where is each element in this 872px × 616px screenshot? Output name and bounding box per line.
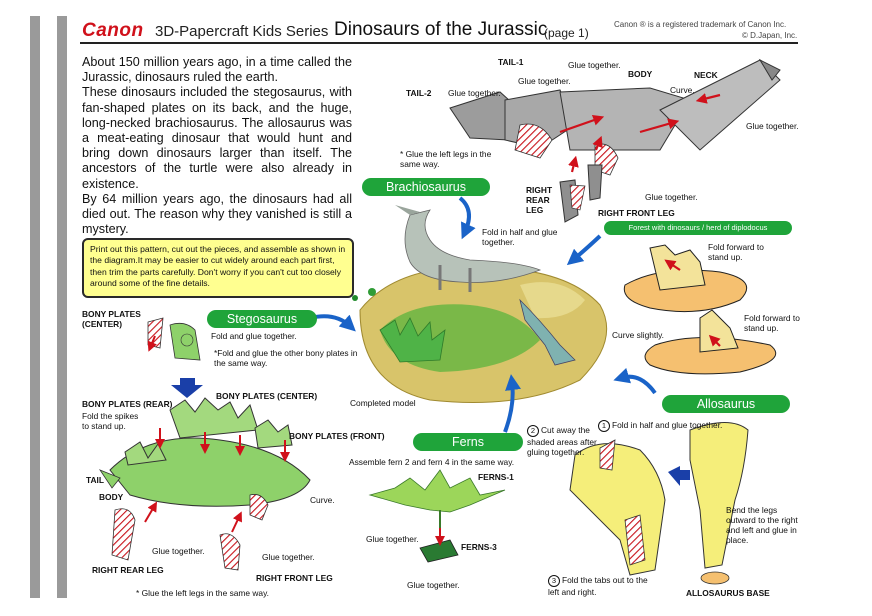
brachio-glue-tail2: Glue together. [448, 88, 501, 98]
stego-front-leg-label: RIGHT FRONT LEG [256, 573, 333, 583]
stego-fold-glue-other: *Fold and glue the other bony plates in the same way. [214, 348, 358, 368]
allo-step-1 [598, 420, 722, 432]
series-title: 3D-Papercraft Kids Series [155, 23, 329, 40]
stego-plates-front-label: BONY PLATES (FRONT) [289, 431, 385, 441]
stego-plates-rear-label: BONY PLATES (REAR) [82, 399, 173, 409]
brachio-rear-leg-label: RIGHT REAR LEG [526, 185, 553, 215]
stego-glue-2: Glue together. [262, 552, 315, 562]
canon-logo: Canon [82, 20, 144, 41]
intro-paragraph: These dinosaurs included the stegosaurus, with fan-shaped plates on its back, and the huge, long-necked brachiosaurus. The allosaurus was a meat-eating dinosaur that would hunt and bring down dinosaurs larger than itself. The ancestors of the turtle were also already in existence. [82, 85, 352, 191]
stego-rear-leg-label: RIGHT REAR LEG [92, 565, 164, 575]
section-label-ferns: Ferns [413, 433, 523, 451]
copyright-note: © D.Japan, Inc. [742, 31, 798, 40]
page-number: (page 1) [544, 26, 589, 40]
forest-curve: Curve slightly. [612, 330, 664, 340]
allo-step-3-text: Fold the tabs out to the left and right. [548, 575, 648, 597]
allo-base-label: ALLOSAURUS BASE [686, 588, 770, 598]
stego-fold-spikes: Fold the spikes to stand up. [82, 411, 139, 431]
ferns-glue-1: Glue together. [366, 534, 419, 544]
brachio-glue-body: Glue together. [568, 60, 621, 70]
allo-bend-legs: Bend the legs outward to the right and left and glue in place. [726, 505, 798, 545]
allo-step-2-text: Cut away the shaded areas after gluing together. [527, 425, 597, 457]
ferns-3-label: FERNS-3 [461, 542, 497, 552]
stego-plates-center-label-2: BONY PLATES (CENTER) [216, 391, 318, 401]
brachio-glue-legs: Glue together. [645, 192, 698, 202]
brachiosaurus-parts [450, 60, 780, 222]
brachio-left-legs-note: * Glue the left legs in the same way. [400, 149, 492, 169]
brachio-neck-label: NECK [694, 70, 718, 80]
brachio-tail1-label: TAIL-1 [498, 57, 524, 67]
page-title: Dinosaurs of the Jurassic [334, 19, 548, 40]
step-number: 2 [527, 425, 539, 437]
step-number: 3 [548, 575, 560, 587]
stego-plates-center-label-1: BONY PLATES (CENTER) [82, 309, 141, 329]
intro-paragraph: About 150 million years ago, in a time called the Jurassic, dinosaurs ruled the earth. [82, 55, 352, 85]
ferns-glue-2: Glue together. [407, 580, 460, 590]
stego-left-legs-note: * Glue the left legs in the same way. [136, 588, 269, 598]
allo-step-2 [527, 425, 599, 457]
stego-plates-step [148, 318, 203, 398]
brachio-glue-tail1: Glue together. [518, 76, 571, 86]
brachio-body-label: BODY [628, 69, 653, 79]
allo-step-3 [548, 575, 648, 597]
allo-step-1-text: Fold in half and glue together. [612, 420, 723, 430]
stego-body-label: BODY [99, 492, 124, 502]
brachio-tail2-label: TAIL-2 [406, 88, 432, 98]
stego-fold-glue: Fold and glue together. [211, 331, 297, 341]
forest-fold-2: Fold forward to stand up. [744, 313, 800, 333]
completed-model-caption: Completed model [350, 398, 416, 408]
stego-curve: Curve. [310, 495, 335, 505]
brachio-fold-half: Fold in half and glue together. [482, 227, 558, 247]
forest-fold-1: Fold forward to stand up. [708, 242, 764, 262]
brachio-curve: Curve. [670, 85, 695, 95]
stego-glue-1: Glue together. [152, 546, 205, 556]
trademark-note: Canon ® is a registered trademark of Canon Inc. [614, 20, 787, 29]
stego-tail-label: TAIL [86, 475, 104, 485]
section-label-brachiosaurus: Brachiosaurus [362, 178, 490, 196]
section-label-forest: Forest with dinosaurs / herd of diplodocus [604, 221, 792, 235]
ferns-assemble-note: Assemble fern 2 and fern 4 in the same way. [349, 457, 515, 467]
section-label-allosaurus: Allosaurus [662, 395, 790, 413]
forest-pieces [624, 245, 775, 374]
brachio-glue-neck: Glue together. [746, 121, 799, 131]
section-label-stegosaurus: Stegosaurus [207, 310, 317, 328]
brachio-front-leg-label: RIGHT FRONT LEG [598, 208, 675, 218]
instruction-note: Print out this pattern, cut out the pieces, and assemble as shown in the diagram.It may be easier to cut widely around each part first, then trim the parts carefully. Don't worry if you can't cut too closely around some of the fine details. [82, 238, 354, 298]
step-number: 1 [598, 420, 610, 432]
intro-paragraph: By 64 million years ago, the dinosaurs had all died out. The reason why they vanished is still a mystery. [82, 191, 352, 237]
ferns-1-label: FERNS-1 [478, 472, 514, 482]
